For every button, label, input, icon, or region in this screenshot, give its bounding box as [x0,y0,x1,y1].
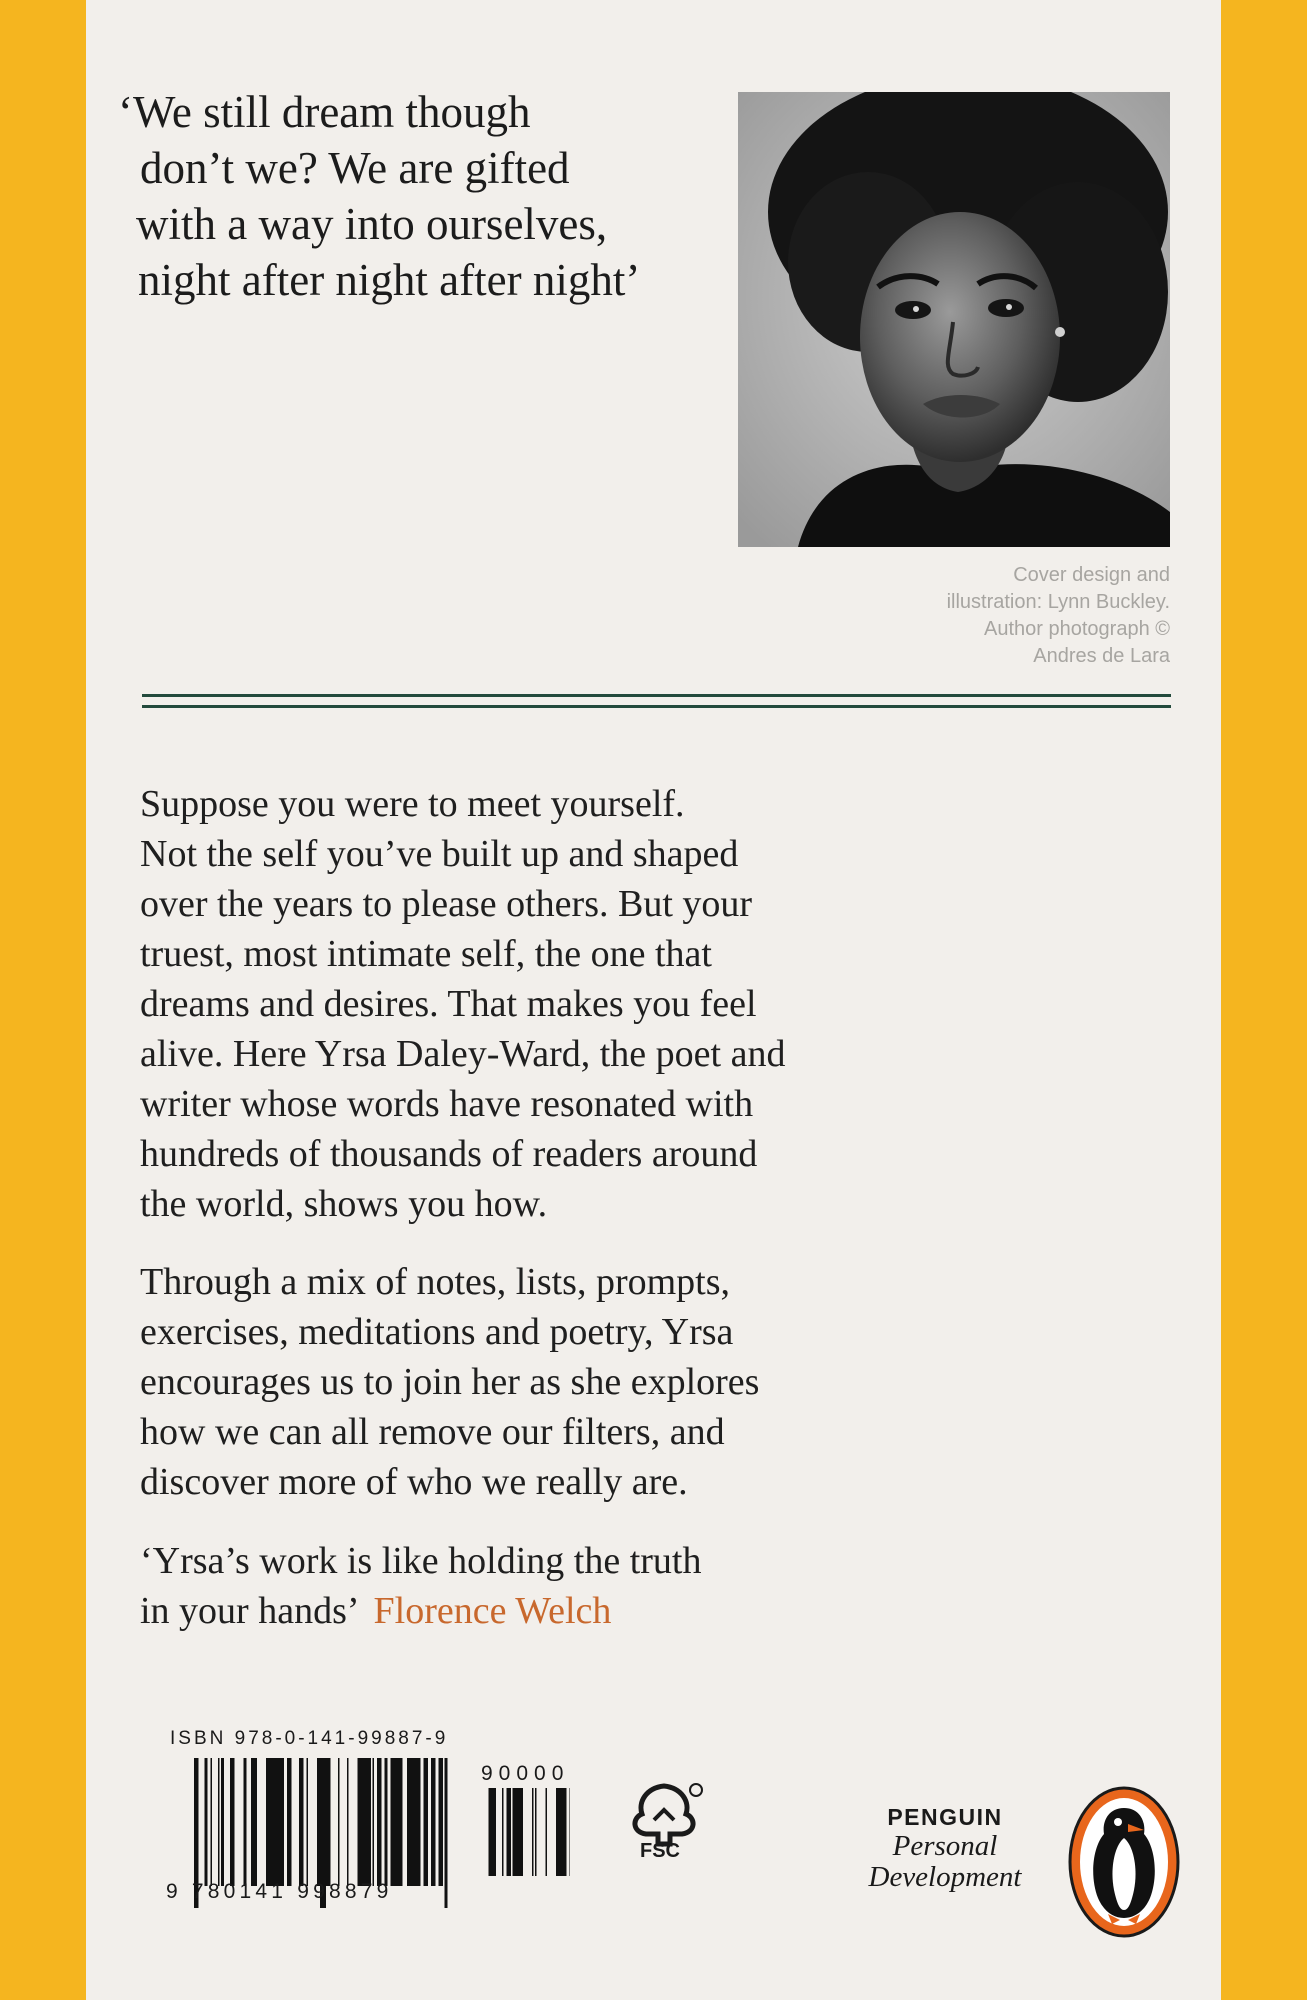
barcode-bar [218,1758,220,1886]
barcode-bar [513,1788,515,1876]
isbn-label: ISBN 978-0-141-99887-9 [170,1728,449,1749]
barcode-bar [392,1758,395,1886]
barcode-bar [266,1758,268,1886]
barcode-bar [317,1758,320,1886]
barcode-bar [290,1758,292,1886]
blurb-line: over the years to please others. But your [140,883,753,925]
barcode-bar [287,1758,290,1886]
blurb-line: writer whose words have resonated with [140,1083,754,1125]
barcode-bar [347,1758,349,1886]
endorser-name: Florence Welch [373,1590,612,1632]
author-photograph [738,92,1170,547]
pull-quote-line: night after night after night’ [138,255,641,305]
barcode-bar [495,1788,497,1876]
barcode-bar [570,1788,571,1876]
barcode-bar [358,1758,363,1886]
barcode-bar [367,1758,372,1886]
barcode-bar [514,1788,517,1876]
endorsement-line: ‘Yrsa’s work is like holding the truth [140,1540,702,1582]
barcode-bar [415,1758,418,1886]
blurb-line: Suppose you were to meet yourself. [140,783,685,825]
barcode-bar [328,1758,331,1886]
credit-line: Andres de Lara [1033,645,1170,667]
pull-quote-line: with a way into ourselves, [136,199,608,249]
barcode-bar [410,1758,415,1886]
cover-credit [870,562,1170,670]
barcode-bar [502,1788,504,1876]
barcode-bar [445,1758,448,1908]
price-addon-barcode [478,1788,570,1898]
barcode-bar [439,1758,444,1886]
barcode-bar [326,1758,328,1886]
barcode-bar [418,1758,421,1886]
barcode-bar [407,1758,410,1886]
barcode-bar [373,1758,375,1886]
endorsement-quote-end: in your hands’ [140,1590,360,1632]
endorsement [140,1536,860,1636]
pull-quote-line: don’t we? We are gifted [140,143,570,193]
barcode-bar [272,1758,277,1886]
barcode-bar [221,1758,223,1886]
blurb-line: alive. Here Yrsa Daley-Ward, the poet and [140,1033,786,1075]
penguin-logo-icon [1068,1786,1180,1938]
price-addon-digits: 90000 [481,1762,570,1785]
barcode-bar [507,1788,510,1876]
divider-rule-top [142,694,1171,697]
blurb-paragraph-2 [140,1257,860,1507]
barcode-bar [244,1758,247,1886]
blurb-line: hundreds of thousands of readers around [140,1133,758,1175]
author-portrait-illustration [738,92,1170,547]
barcode-bar [424,1758,429,1886]
barcode-bar [205,1758,208,1886]
blurb-line: the world, shows you how. [140,1183,548,1225]
barcode-bar [556,1788,561,1876]
blurb-line: how we can all remove our filters, and [140,1411,725,1453]
barcode-bar [395,1758,400,1886]
barcode-bar [268,1758,273,1886]
barcode-bar [517,1788,520,1876]
barcode-bar [223,1758,225,1886]
barcode-bar [391,1758,393,1886]
barcode-bar [254,1758,257,1886]
barcode-bar [251,1758,254,1886]
endorsement-line-2 [140,1586,860,1636]
barcode-bar [365,1758,367,1886]
fsc-label: FSC [640,1840,680,1862]
barcode-bar [492,1788,495,1876]
divider-rule-bottom [142,705,1171,708]
barcode-bar [400,1758,403,1886]
barcode-bar [277,1758,282,1886]
credit-line: Author photograph © [984,618,1170,640]
blurb-line: truest, most intimate self, the one that [140,933,712,975]
barcode-bar [377,1758,382,1886]
blurb-line: dreams and desires. That makes you feel [140,983,757,1025]
barcode-bar [532,1788,534,1876]
blurb-paragraph-1 [140,779,860,1229]
barcode-bar [489,1788,492,1876]
blurb-line: encourages us to join her as she explores [140,1361,760,1403]
barcode-bar [362,1758,365,1886]
credit-line: illustration: Lynn Buckley. [946,591,1170,613]
barcode-bar [520,1788,523,1876]
barcode-bar [385,1758,388,1886]
barcode-bar [307,1758,309,1886]
imprint-line: Development [868,1861,1022,1893]
credit-line: Cover design and [1013,564,1170,586]
publisher-imprint [840,1804,1050,1893]
barcode-bar [299,1758,301,1886]
barcode-bar [561,1788,563,1876]
barcode-bar [338,1758,340,1886]
blurb-line: discover more of who we really are. [140,1461,688,1503]
barcode-bar [281,1758,284,1886]
pull-quote-line: ‘We still dream though [118,87,531,137]
blurb-line: Through a mix of notes, lists, prompts, [140,1261,731,1303]
barcode-bar [510,1788,512,1876]
barcode-bar [211,1758,213,1886]
barcode-bar [301,1758,304,1886]
barcode-bar [546,1788,548,1876]
barcode-digits: 9 780141 998879 [166,1880,393,1903]
blurb-line: Not the self you’ve built up and shaped [140,833,739,875]
barcode-bar [230,1758,235,1886]
barcode-bar [431,1758,436,1886]
barcode-bar [535,1788,537,1876]
blurb-line: exercises, meditations and poetry, Yrsa [140,1311,734,1353]
barcode-bar [562,1788,567,1876]
publisher-brand: PENGUIN [887,1804,1003,1830]
imprint-line: Personal [892,1830,998,1862]
pull-quote [118,84,718,308]
